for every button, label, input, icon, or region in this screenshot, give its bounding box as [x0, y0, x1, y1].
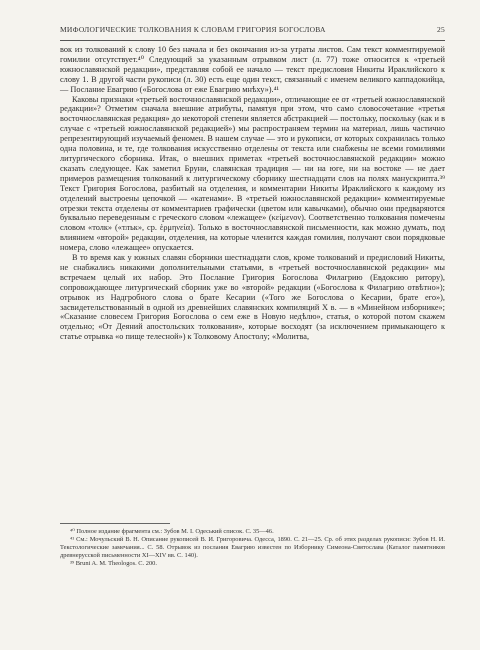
footnote: ⁴⁰ Полное издание фрагмента см.: Зубов М. І. Одеський список. С. 35—46. — [70, 528, 274, 535]
paragraph: Каковы признаки «третьей восточнославянской редакции», отличающие ее от «третьей южнославянской редакции»? Отметим сначала внешние атрибуты, памятуя при этом, что само словосочетание «третья восточнославянская редакция» до некоторой степени является абстракцией — постольку, поскольку (как и в случае с «третьей южнославянской редакцией») мы распространяем термин на материал, лишь частично репрезентирующий изучаемый феномен. В нашем случае — это и рукописи, от которых сохранилась только одна половина, и те, где толкования искусственно отделены от текста или снабжены не всеми гомилиями литургического сборника. Итак, о внешних приметах «третьей восточнославянской редакции» можно сказать следующее. Как заметил Бруни, славянская традиция — ни на юге, ни на востоке — не дает примеров размещения толкований к литургическому сборнику шестнадцати слов на полях манускрипта.³⁹ Текст Григория Богослова, разбитый на отделения, и комментарии Никиты Ираклийского к каждому из отделений выстроены цепочкой — «катенами». В «третьей южнославянской редакции» комментируемые отрезки текста отделены от комментариев графически (цветом или кавычками), обычно они предваряются буквально переведенным с греческого словом «лежащее» (κείμενον). Соответственно толкования помечены словом «толк» («тлък», ср. ἑρμηνεία). Только в восточнославянской письменности, как можно думать, под влиянием «второй» редакции, отделения, на которые членится каждая гомилия, получают свои порядковые номера, слово «лежащее» опускается. — [60, 94, 445, 253]
page-number: 25 — [437, 25, 445, 34]
running-title: МИФОЛОГИЧЕСКИЕ ТОЛКОВАНИЯ К СЛОВАМ ГРИГОРИЯ БОГОСЛОВА — [60, 25, 326, 34]
running-header — [60, 25, 445, 34]
paragraph: В то время как у южных славян сборники шестнадцати слов, кроме толкований и предисловий Никиты, не снабжались никакими дополнительными статьями, в «третьей восточнославянской редакции» мы встречаем целый их набор. Это Послание Григория Богослова Филагрию (Евдоксию ритору), сопровождающее литургический сборник уже во «второй» редакции («Богослова к Филагрию отвѣтно»); отрывок из Надгробного слова о брате Кесарии («Того же Богослова о Кесарии, брате его»), засвидетельствованный в одной из древнейших славянских компиляций X в. — в «Минейном изборнике»; «Сказание словесем Григория Богослова о сем еже в Новую недѣлю», статья, о которой потом скажем отдельно; «От Деяний апостольских толкования», которые восходят (за исключением примыкающего к статье отрывка «о пище телесной») к Толковому Апостолу; «Молитва, — [60, 253, 445, 342]
footnote: ³⁹ Bruni A. M. Theologos. C. 200. — [70, 560, 157, 568]
footnote-rule — [60, 523, 170, 524]
footnote: ⁴¹ См.: Мочульский В. Н. Описание рукописей В. И. Григоровича. Одесса, 1890. С. 21—25. Ср. об этих разделах рукописи: Зубов Н. И. Текстологические замечания... С. 58. Отрывок из послания Евагрию известен по Изборнику Симеона-Святослава (Каталог памятников древнерусской письменности XI—XIV вв. С. 140). — [60, 536, 445, 559]
header-rule — [60, 40, 445, 41]
footnotes — [60, 528, 445, 568]
paragraph: вок из толкований к слову 10 без начала и без окончания из-за утраты листов. Сам текст комментируемой гомилии отсутствует.⁴⁰ Следующий за указанным отрывком лист (л. 77) тоже относится к «третьей южнославянской редакции», представляя собой ее начало — текст предисловия Никиты Ираклийского к слову 1. В другой части рукописи (л. 30) есть еще один текст, связанный с именем великого каппадокийца, — Послание Евагрию («Богослова от еже Евагрию мнѣху»).⁴¹ — [60, 45, 445, 94]
main-text — [60, 45, 445, 342]
